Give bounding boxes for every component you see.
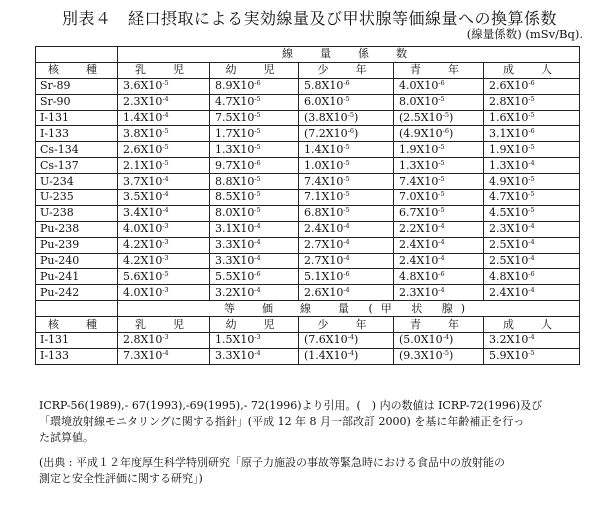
coefficient-cell: $8.5X10^{-5}$ xyxy=(210,190,299,206)
coefficient-cell: $7.3X10^{-4}$ xyxy=(118,348,210,364)
coefficient-cell: $4.2X10^{-3}$ xyxy=(118,253,210,269)
coefficient-cell: $2.4X10^{-4}$ xyxy=(299,221,394,237)
section1-row xyxy=(36,221,580,237)
coefficient-cell: $2.3X10^{-4}$ xyxy=(484,221,580,237)
coefficient-cell: $1.3X10^{-5}$ xyxy=(210,142,299,158)
coefficient-cell: $2.8X10^{-3}$ xyxy=(118,333,210,349)
column-header-youth: 青 年 xyxy=(394,62,484,78)
section1-header: 線 量 係 数 xyxy=(118,47,580,63)
coefficient-cell: $3.8X10^{-5}$ xyxy=(118,126,210,142)
coefficient-cell: $4.9X10^{-5}$ xyxy=(484,174,580,190)
coefficient-cell: $4.0X10^{-3}$ xyxy=(118,221,210,237)
section2-column-header: 青 年 xyxy=(394,317,484,333)
coefficient-cell: $9.7X10^{-6}$ xyxy=(210,158,299,174)
coefficient-cell: $1.5X10^{-3}$ xyxy=(210,333,299,349)
section2-column-header: 乳 児 xyxy=(118,317,210,333)
note-line: ICRP-56(1989),- 67(1993),-69(1995),- 72(1996)より引用。( ) 内の数値は ICRP-72(1996)及び xyxy=(39,399,543,412)
coefficient-cell: $2.6X10^{-4}$ xyxy=(299,285,394,301)
coefficient-cell: $1.4X10^{-5}$ xyxy=(299,142,394,158)
notes xyxy=(39,398,587,487)
coefficient-cell: $(1.4X10^{-4})$ xyxy=(299,348,394,364)
conversion-coefficient-table xyxy=(35,46,580,365)
coefficient-cell: $4.7X10^{-5}$ xyxy=(210,94,299,110)
coefficient-cell: $(9.3X10^{-5})$ xyxy=(394,348,484,364)
coefficient-cell: $5.1X10^{-6}$ xyxy=(299,269,394,285)
coefficient-cell: $3.3X10^{-4}$ xyxy=(210,237,299,253)
coefficient-cell: $8.0X10^{-5}$ xyxy=(394,94,484,110)
section2-column-header: 幼 児 xyxy=(210,317,299,333)
coefficient-cell: $3.2X10^{-4}$ xyxy=(484,333,580,349)
coefficient-cell: $2.7X10^{-4}$ xyxy=(299,237,394,253)
coefficient-cell: $5.5X10^{-6}$ xyxy=(210,269,299,285)
section1-row xyxy=(36,190,580,206)
nuclide-cell: I-133 xyxy=(36,348,118,364)
section1-column-header-row xyxy=(36,62,580,78)
section2-column-header: 成 人 xyxy=(484,317,580,333)
section1-row xyxy=(36,269,580,285)
coefficient-cell: $2.4X10^{-4}$ xyxy=(484,285,580,301)
coefficient-cell: $2.5X10^{-4}$ xyxy=(484,253,580,269)
coefficient-cell: $(3.8X10^{-5})$ xyxy=(299,110,394,126)
source-line: (出典 : 平成１２年度厚生科学特別研究「原子力施設の事故等緊急時における食品中の放射能の xyxy=(39,456,505,469)
coefficient-cell: $2.1X10^{-5}$ xyxy=(118,158,210,174)
nuclide-cell: Pu-242 xyxy=(36,285,118,301)
section1-row xyxy=(36,174,580,190)
section2-column-header: 核 種 xyxy=(36,317,118,333)
coefficient-cell: $2.4X10^{-4}$ xyxy=(394,237,484,253)
coefficient-cell: $7.0X10^{-5}$ xyxy=(394,190,484,206)
coefficient-cell: $2.7X10^{-4}$ xyxy=(299,253,394,269)
nuclide-cell: I-133 xyxy=(36,126,118,142)
section1-row xyxy=(36,110,580,126)
coefficient-cell: $4.7X10^{-5}$ xyxy=(484,190,580,206)
coefficient-cell: $5.8X10^{-6}$ xyxy=(299,78,394,94)
coefficient-cell: $3.6X10^{-5}$ xyxy=(118,78,210,94)
section1-row xyxy=(36,158,580,174)
coefficient-cell: $8.8X10^{-5}$ xyxy=(210,174,299,190)
coefficient-cell: $2.8X10^{-5}$ xyxy=(484,94,580,110)
unit-label: (線量係数) (mSv/Bq). xyxy=(466,27,583,41)
coefficient-cell: $2.6X10^{-6}$ xyxy=(484,78,580,94)
column-header-child: 幼 児 xyxy=(210,62,299,78)
section2-header-row xyxy=(36,301,580,317)
nuclide-cell: Sr-90 xyxy=(36,94,118,110)
coefficient-cell: $(7.2X10^{-6})$ xyxy=(299,126,394,142)
coefficient-cell: $3.4X10^{-4}$ xyxy=(118,205,210,221)
section1-row xyxy=(36,237,580,253)
section2-column-header-row xyxy=(36,317,580,333)
coefficient-cell: $2.2X10^{-4}$ xyxy=(394,221,484,237)
coefficient-cell: $1.7X10^{-5}$ xyxy=(210,126,299,142)
coefficient-cell: $(2.5X10^{-5})$ xyxy=(394,110,484,126)
coefficient-cell: $3.1X10^{-6}$ xyxy=(484,126,580,142)
coefficient-cell: $3.5X10^{-4}$ xyxy=(118,190,210,206)
document-title: 別表４ 経口摂取による実効線量及び甲状腺等価線量への換算係数 xyxy=(62,9,558,28)
coefficient-cell: $6.7X10^{-5}$ xyxy=(394,205,484,221)
nuclide-cell: U-238 xyxy=(36,205,118,221)
section1-row xyxy=(36,94,580,110)
section1-row xyxy=(36,253,580,269)
section2-header-blank xyxy=(36,301,118,317)
column-header-infant: 乳 児 xyxy=(118,62,210,78)
coefficient-cell: $(5.0X10^{-4})$ xyxy=(394,333,484,349)
section1-row xyxy=(36,78,580,94)
coefficient-cell: $3.7X10^{-4}$ xyxy=(118,174,210,190)
coefficient-cell: $1.3X10^{-4}$ xyxy=(484,158,580,174)
nuclide-cell: U-235 xyxy=(36,190,118,206)
coefficient-cell: $1.0X10^{-5}$ xyxy=(299,158,394,174)
nuclide-cell: Pu-238 xyxy=(36,221,118,237)
coefficient-cell: $4.2X10^{-3}$ xyxy=(118,237,210,253)
coefficient-cell: $7.4X10^{-5}$ xyxy=(394,174,484,190)
coefficient-cell: $4.5X10^{-5}$ xyxy=(484,205,580,221)
section1-row xyxy=(36,285,580,301)
coefficient-cell: $1.6X10^{-5}$ xyxy=(484,110,580,126)
coefficient-cell: $8.0X10^{-5}$ xyxy=(210,205,299,221)
column-header-adult: 成 人 xyxy=(484,62,580,78)
section1-row xyxy=(36,142,580,158)
section2-row xyxy=(36,348,580,364)
coefficient-cell: $2.3X10^{-4}$ xyxy=(394,285,484,301)
column-header-nuclide: 核 種 xyxy=(36,62,118,78)
nuclide-cell: Pu-239 xyxy=(36,237,118,253)
coefficient-cell: $1.4X10^{-4}$ xyxy=(118,110,210,126)
coefficient-cell: $1.9X10^{-5}$ xyxy=(484,142,580,158)
coefficient-cell: $8.9X10^{-6}$ xyxy=(210,78,299,94)
coefficient-cell: $7.1X10^{-5}$ xyxy=(299,190,394,206)
nuclide-cell: Pu-241 xyxy=(36,269,118,285)
coefficient-cell: $5.9X10^{-5}$ xyxy=(484,348,580,364)
coefficient-cell: $4.8X10^{-6}$ xyxy=(484,269,580,285)
nuclide-cell: Cs-134 xyxy=(36,142,118,158)
nuclide-cell: I-131 xyxy=(36,110,118,126)
section1-row xyxy=(36,205,580,221)
coefficient-cell: $7.4X10^{-5}$ xyxy=(299,174,394,190)
coefficient-cell: $4.0X10^{-3}$ xyxy=(118,285,210,301)
coefficient-cell: $2.4X10^{-4}$ xyxy=(394,253,484,269)
note-line: た試算値。 xyxy=(39,431,94,444)
coefficient-cell: $3.3X10^{-4}$ xyxy=(210,253,299,269)
coefficient-cell: $5.6X10^{-5}$ xyxy=(118,269,210,285)
coefficient-cell: $6.0X10^{-5}$ xyxy=(299,94,394,110)
coefficient-cell: $3.3X10^{-4}$ xyxy=(210,348,299,364)
nuclide-cell: I-131 xyxy=(36,333,118,349)
section2-row xyxy=(36,333,580,349)
section2-header: 等 価 線 量 (甲 状 腺) xyxy=(118,301,580,317)
section2-column-header: 少 年 xyxy=(299,317,394,333)
coefficient-cell: $1.9X10^{-5}$ xyxy=(394,142,484,158)
coefficient-cell: $(4.9X10^{-6})$ xyxy=(394,126,484,142)
section1-header-blank xyxy=(36,47,118,63)
coefficient-cell: $2.5X10^{-4}$ xyxy=(484,237,580,253)
coefficient-cell: $3.1X10^{-4}$ xyxy=(210,221,299,237)
nuclide-cell: Sr-89 xyxy=(36,78,118,94)
column-header-juvenile: 少 年 xyxy=(299,62,394,78)
section1-row xyxy=(36,126,580,142)
coefficient-cell: $4.8X10^{-6}$ xyxy=(394,269,484,285)
source-line: 測定と安全性評価に関する研究」) xyxy=(39,472,203,485)
coefficient-cell: $7.5X10^{-5}$ xyxy=(210,110,299,126)
coefficient-cell: $3.2X10^{-4}$ xyxy=(210,285,299,301)
section1-header-row xyxy=(36,47,580,63)
nuclide-cell: Pu-240 xyxy=(36,253,118,269)
nuclide-cell: Cs-137 xyxy=(36,158,118,174)
coefficient-cell: $6.8X10^{-5}$ xyxy=(299,205,394,221)
coefficient-cell: $(7.6X10^{-4})$ xyxy=(299,333,394,349)
coefficient-cell: $2.3X10^{-4}$ xyxy=(118,94,210,110)
note-line: 「環境放射線モニタリングに関する指針」(平成 12 年 8 月一部改訂 2000) を基に年齢補正を行っ xyxy=(39,415,525,428)
coefficient-cell: $4.0X10^{-6}$ xyxy=(394,78,484,94)
nuclide-cell: U-234 xyxy=(36,174,118,190)
coefficient-cell: $2.6X10^{-5}$ xyxy=(118,142,210,158)
coefficient-cell: $1.3X10^{-5}$ xyxy=(394,158,484,174)
